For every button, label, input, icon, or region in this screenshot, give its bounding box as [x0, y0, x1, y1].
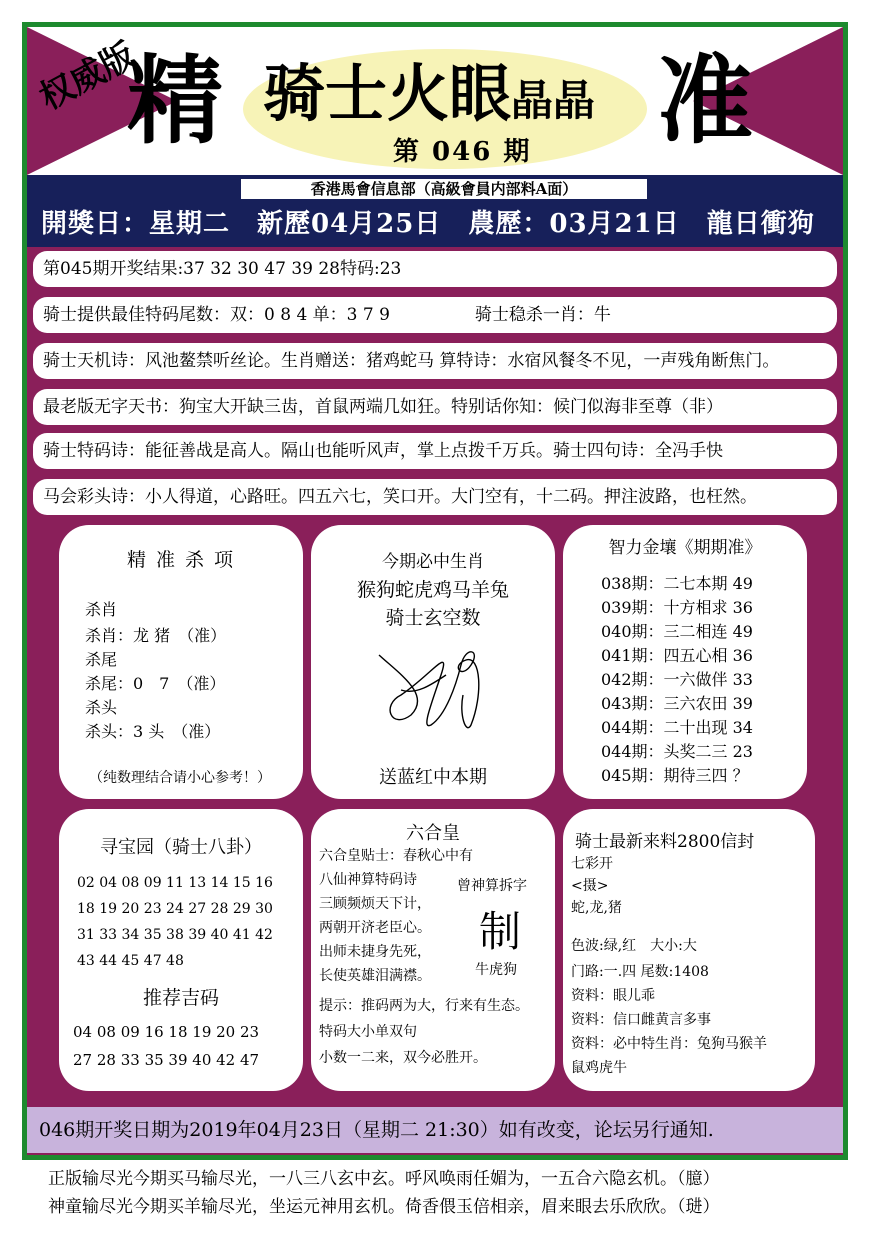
scribble-drawing [371, 635, 501, 745]
history-line: 042期：一六做伴 33 [601, 670, 753, 689]
treasure-title: 寻宝园（骑士八卦） [100, 837, 262, 858]
liuhe-card [311, 809, 555, 1091]
source-label: 香港馬會信息部（高級會員内部料A面） [241, 179, 647, 199]
treasure-numbers: 43 44 45 47 48 [77, 953, 184, 969]
kill-line: 杀肖 [85, 600, 118, 619]
right-big-char: 准 [657, 44, 753, 157]
left-big-char: 精 [127, 44, 223, 157]
footer-poem: 神童输尽光今期买羊输尽光，坐运元神用玄机。倚香偎玉倍相亲，眉来眼去乐欣欣。（琎） [48, 1197, 720, 1217]
info-row: 骑士特码诗：能征善战是高人。隔山也能听风声，掌上点拨千万兵。骑士四句诗：全冯手快 [33, 433, 837, 469]
zodiac-animals: 猴狗蛇虎鸡马羊兔 [356, 579, 509, 601]
treasure-numbers: 31 33 34 35 38 39 40 41 42 [77, 927, 273, 943]
letter-line: 七彩开 [571, 856, 613, 872]
issue-number: 第 046 期 [393, 137, 532, 167]
letter-card [563, 809, 815, 1091]
kill-note: （纯数理结合请小心参考！） [89, 770, 271, 786]
history-line: 039期：十方相求 36 [601, 598, 753, 617]
liuhe-tip: 特码大小单双句 [319, 1024, 417, 1040]
zodiac-footer: 送蓝红中本期 [379, 767, 487, 788]
split-title: 曾神算拆字 [457, 878, 527, 894]
zodiac-card [311, 525, 555, 799]
history-line: 041期：四五心相 36 [601, 646, 753, 665]
letter-line: <摄> [571, 878, 609, 894]
zodiac-title: 今期必中生肖 [382, 552, 484, 572]
letter-title: 骑士最新来料2800信封 [575, 832, 755, 852]
letter-line: 蛇,龙,猪 [571, 900, 622, 916]
kill-line: 杀尾 [85, 650, 118, 669]
split-animals: 牛虎狗 [475, 962, 517, 978]
lucky-title: 推荐吉码 [142, 987, 219, 1009]
treasure-numbers: 02 04 08 09 11 13 14 15 16 [77, 875, 273, 891]
info-row: 最老版无字天书：狗宝大开缺三齿，首鼠两端几如狂。特别话你知：候门似海非至尊（非） [33, 389, 837, 425]
kill-line: 杀尾：0 7 （准） [85, 674, 226, 693]
lucky-numbers: 04 08 09 16 18 19 20 23 [73, 1023, 260, 1041]
liuhe-line: 长使英雄泪满襟。 [319, 968, 431, 984]
edition-badge: 权威版 [33, 34, 143, 119]
history-card [563, 525, 807, 799]
letter-line: 资料：眼儿乖 [571, 988, 655, 1004]
info-row: 骑士提供最佳特码尾数：双：0 8 4 单：3 7 9 骑士稳杀一肖：牛 [33, 297, 837, 333]
history-line: 043期：三六农田 39 [601, 694, 753, 713]
draw-info-bar [27, 175, 843, 247]
kill-line: 杀头 [85, 698, 118, 717]
info-row: 第045期开奖结果:37 32 30 47 39 28特码:23 [33, 251, 837, 287]
poster-header [27, 27, 843, 175]
title-small: 晶晶 [511, 76, 596, 125]
treasure-numbers: 18 19 20 23 24 27 28 29 30 [77, 901, 273, 917]
poster-title [263, 57, 596, 130]
history-line: 044期：头奖二三 23 [601, 742, 753, 761]
liuhe-line: 八仙神算特码诗 [319, 872, 417, 888]
title-main: 骑士火眼 [263, 57, 512, 130]
kill-line: 杀头：3 头 （准） [85, 722, 221, 741]
history-line: 040期：三二相连 49 [601, 622, 753, 641]
liuhe-line: 六合皇贴士：春秋心中有 [319, 848, 473, 864]
kill-card [59, 525, 303, 799]
poster-frame [22, 22, 848, 1160]
liuhe-tip: 提示：推码两为大，行来有生态。 [319, 998, 529, 1014]
history-line: 038期：二七本期 49 [601, 574, 753, 593]
liuhe-title: 六合皇 [406, 823, 460, 844]
footer-poem: 正版输尽光今期买马输尽光，一八三八玄中玄。呼风唤雨任媚为，一五合六隐玄机。（臆） [48, 1169, 720, 1189]
split-char: 制 [479, 907, 522, 956]
draw-date-line: 開獎日：星期二 新歷04月25日 農歷：03月21日 龍日衝狗 [41, 209, 815, 239]
lucky-numbers: 27 28 33 35 39 40 42 47 [73, 1051, 260, 1069]
kill-line: 杀肖：龙 猪 （准） [85, 626, 227, 645]
letter-line: 鼠鸡虎牛 [571, 1060, 627, 1076]
history-title: 智力金壤《期期准》 [608, 538, 762, 558]
liuhe-line: 出师未捷身先死， [319, 944, 431, 960]
letter-line: 色波:绿,红 大小:大 [571, 938, 697, 954]
kill-title: 精 准 杀 项 [126, 549, 236, 571]
liuhe-line: 三顾频烦天下计， [319, 896, 431, 912]
letter-line: 资料：信口雌黄言多事 [571, 1012, 711, 1028]
history-line: 045期：期待三四 ？ [601, 766, 749, 785]
info-row: 骑士天机诗：风池鳌禁听丝论。生肖赠送：猪鸡蛇马 算特诗：水宿风餐冬不见，一声残角断焦门。 [33, 343, 837, 379]
treasure-card [59, 809, 303, 1091]
letter-line: 门路:一.四 尾数:1408 [571, 964, 709, 980]
zodiac-subtitle: 骑士玄空数 [385, 607, 481, 629]
letter-line: 资料：必中特生肖：兔狗马猴羊 [571, 1036, 767, 1052]
liuhe-line: 两朝开济老臣心。 [319, 920, 431, 936]
history-line: 044期：二十出现 34 [601, 718, 753, 737]
liuhe-tip: 小数一二来，双今必胜开。 [319, 1050, 487, 1066]
info-row: 马会彩头诗：小人得道，心路旺。四五六七，笑口开。大门空有，十二码。押注波路，也枉然。 [33, 479, 837, 515]
draw-date-notice: 046期开奖日期为2019年04月23日（星期二 21:30）如有改变，论坛另行通知. [27, 1107, 843, 1153]
